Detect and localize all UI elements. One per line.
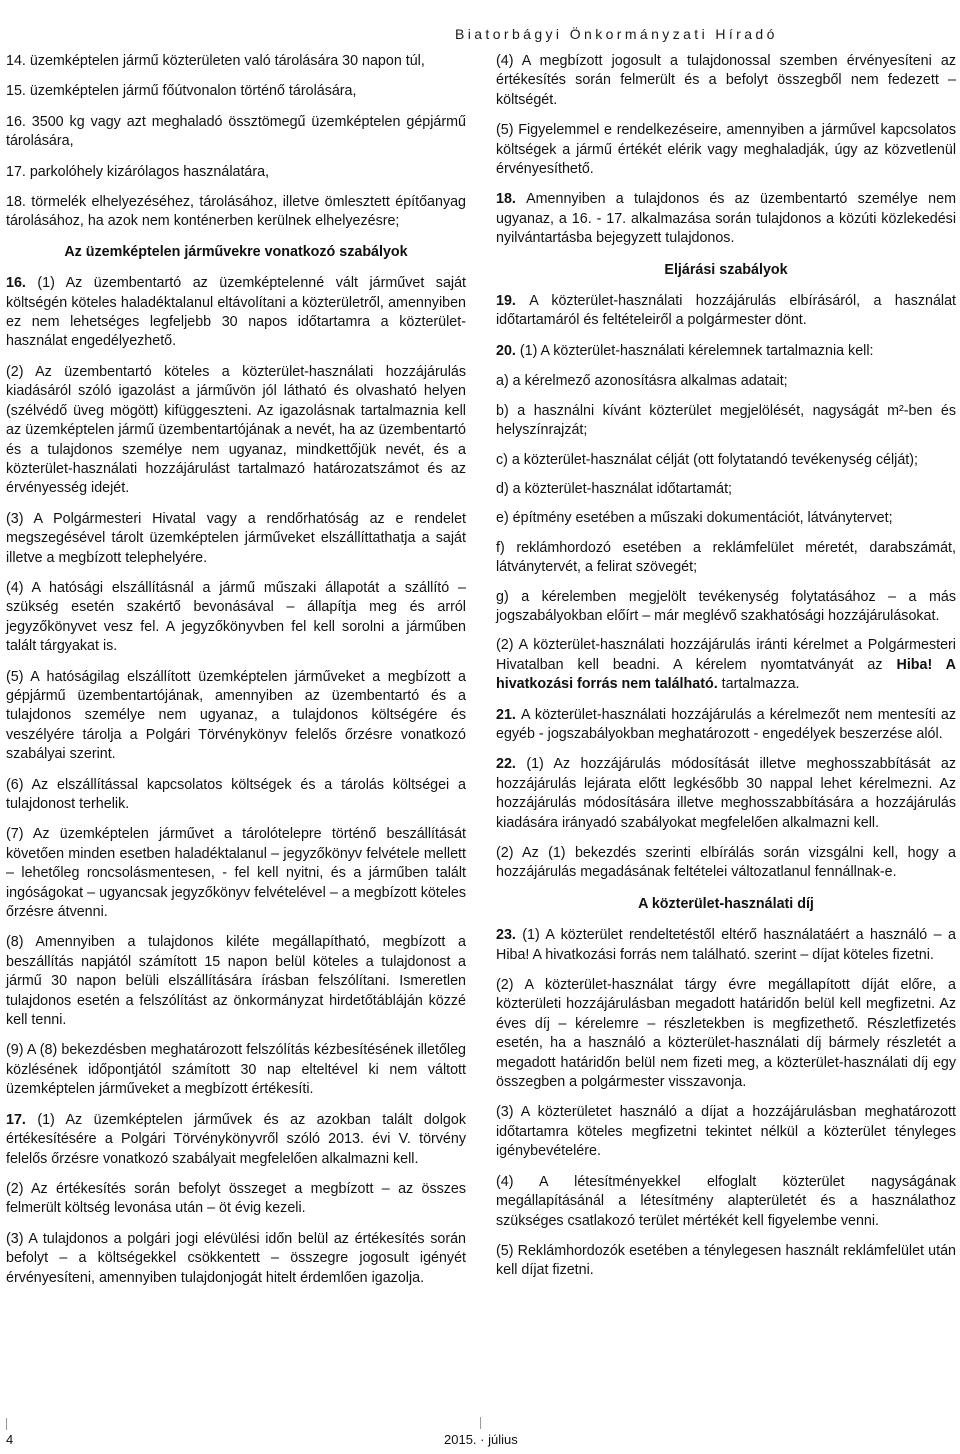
list-item: 18. törmelék elhelyezéséhez, tárolásához, illetve ömlesztett építőanyag tárolásához, ha azok nem konténerben kerülnek elhelyezésre; bbox=[6, 194, 466, 230]
corner-mark bbox=[6, 1418, 15, 1430]
right-column bbox=[496, 52, 956, 1292]
page-footer bbox=[0, 1432, 960, 1454]
paragraph-16-5: (5) A hatóságilag elszállított üzemképtelen járműveket a megbízott a gépjármű üzembentartójának, amennyiben az üzembentartó és a tulajdonos személye nem ugyanaz, a tulajdonos költségére és veszélyére tárolja a Polgári Törvénykönyv felelős őrzésre vonatkozó szabályai szerint. bbox=[6, 668, 466, 763]
paragraph-23-5: (5) Reklámhordozók esetében a ténylegesen használt reklámfelület után kell díjat fizetni. bbox=[496, 1242, 956, 1279]
list-item: 15. üzemképtelen jármű főútvonalon történő tárolására, bbox=[6, 83, 357, 100]
paragraph-19: 19. A közterület-használati hozzájárulás elbírásáról, a használat időtartamáról és feltételeiről a polgármester dönt. bbox=[496, 293, 956, 329]
section-number: 20. bbox=[496, 342, 520, 359]
section-number: 17. bbox=[6, 1111, 38, 1128]
paragraph-20-2: (2) A közterület-használati hozzájárulás iránti kérelmet a Polgármesteri Hivatalban kell beadni. A kérelem nyomtatványát az Hiba! A hivatkozási forrás nem található. tartalmazza. bbox=[496, 637, 956, 693]
paragraph-18: 18. Amennyiben a tulajdonos és az üzembentartó személye nem ugyanaz, a 16. - 17. alkalmazása során tulajdonos a közúti közlekedési nyilvántartásba bejegyzett tulajdonos. bbox=[496, 191, 956, 247]
paragraph-23-2: (2) A közterület-használat tárgy évre megállapított díját előre, a közterületi hozzájárulásban megadott határidőn belül kell megfizetni. Az éves díj – kérelemre – részletekben is megfizethető. Részletfizetés esetén, ha a használó a közterület-használati díj bármely részletét a megadott határidőn belül nem fizeti meg, a közterület-használati díj egy összegben a polgármester visszavonja. bbox=[496, 977, 956, 1091]
publication-title: Biatorbágyi Önkormányzati Híradó bbox=[455, 26, 778, 42]
section-number: 21. bbox=[496, 706, 522, 723]
section-number: 19. bbox=[496, 293, 530, 310]
paragraph-16-8: (8) Amennyiben a tulajdonos kiléte megállapítható, megbízott a beszállítás napjától számított 15 napon belül köteles a tulajdonost a jármű 30 napon belüli elszállítására írásban felszólítani. Ismeretlen tulajdonos esetén a felszólítást az önkormányzat hirdetőtábláján közzé kell tenni. bbox=[6, 934, 466, 1029]
paragraph-23-4: (4) A létesítményekkel elfoglalt közterület nagyságának megállapításánál a létesítmény alapterületét és a használathoz szükséges csatlakozó terület mértékét kell figyelembe venni. bbox=[496, 1173, 956, 1229]
paragraph-17-2: (2) Az értékesítés során befolyt összeget a megbízott – az összes felmerült költség levonása után – öt évig kezeli. bbox=[6, 1180, 466, 1217]
gutter-mark bbox=[480, 1417, 481, 1429]
paragraph-16-9: (9) A (8) bekezdésben meghatározott felszólítás kézbesítésének illetőleg közlésének időpontjától számított 30 nap elteltével ki nem váltott üzemképtelen járműveket a megbízott értékesíti. bbox=[6, 1042, 466, 1098]
list-item: e) építmény esetében a műszaki dokumentációt, látványtervet; bbox=[496, 510, 893, 527]
list-item: a) a kérelmező azonosításra alkalmas adatait; bbox=[496, 373, 788, 390]
paragraph-23-1: 23. (1) A közterület rendeltetéstől eltérő használatáért a használó – a Hiba! A hivatkozási forrás nem található. szerint – díjat köteles fizetni. bbox=[496, 927, 956, 963]
paragraph-23-3: (3) A közterületet használó a díjat a hozzájárulásban meghatározott időtartamra köteles megfizetni tekintet nélkül a közterület tényleges igénybevételére. bbox=[496, 1104, 956, 1160]
paragraph-17-3: (3) A tulajdonos a polgári jogi elévülési időn belül az értékesítés során befolyt – a költségekkel csökkentett – összegre jogosult igényét érvényesíteni, amennyiben tulajdonjogát hitelt érdemlően igazolja. bbox=[6, 1230, 466, 1286]
paragraph-16-2: (2) Az üzembentartó köteles a közterület-használati hozzájárulás kiadásáról szóló igazolást a járművön jól látható és olvasható helyen (szélvédő üveg mögött) kifüggeszteni. Az igazolásnak tartalmaznia kell az üzemképtelen jármű üzembentartójának a nevét, ha az üzembentartó és a tulajdonos személye nem ugyanaz, mindkettőjük nevét, és a közterület-használati hozzájárulást tartalmazó határozatszámot és az érvényesség idejét. bbox=[6, 363, 466, 497]
paragraph-17-1: 17. (1) Az üzemképtelen járművek és az azokban talált dolgok értékesítésére a Polgári Törvénykönyvről szóló 2013. évi V. törvény felelős őrzésre vonatkozó szabályait megfelelően alkalmazni kell. bbox=[6, 1111, 466, 1167]
list-item: g) a kérelemben megjelölt tevékenység folytatásához – a más jogszabályokban előírt – már meglévő szakhatósági hozzájárulásokat. bbox=[496, 588, 956, 624]
paragraph-16-4: (4) A hatósági elszállításnál a jármű műszaki állapotát a szállító – szükség esetén szakértő bevonásával – állapítja meg és arról jegyzőkönyvet vesz fel. A jegyzőkönyvben fel kell sorolni a járműben talált tárgyakat is. bbox=[6, 579, 466, 655]
issue-date: 2015. · július bbox=[444, 1432, 518, 1447]
paragraph-22-1: 22. (1) Az hozzájárulás módosítását illetve meghosszabbítását az hozzájárulás lejárata előtt legkésőbb 30 nappal lehet kérelmezni. Az hozzájárulás módosítására illetve meghosszabbítására a hozzájárulás kiadására irányadó szabályokat megfelelően alkalmazni kell. bbox=[496, 756, 956, 831]
paragraph-22-2: (2) Az (1) bekezdés szerinti elbírálás során vizsgálni kell, hogy a hozzájárulás megadásának feltételei változatlanul fennállnak-e. bbox=[496, 845, 956, 881]
page-number: 4 bbox=[6, 1432, 14, 1447]
paragraph-16-1: 16. (1) Az üzembentartó az üzemképtelenné vált járművet saját költségén köteles haladéktalanul eltávolítani a közterületről, amennyiben ez nem lehetséges legfeljebb 30 napos időtartamra a közterület-használat engedélyezhető. bbox=[6, 275, 466, 350]
paragraph-17-5: (5) Figyelemmel e rendelkezéseire, amennyiben a járművel kapcsolatos költségek a jármű értékét elérik vagy meghaladják, úgy az közvetlenül érvényesíthető. bbox=[496, 122, 956, 178]
paragraph-16-3: (3) A Polgármesteri Hivatal vagy a rendőrhatóság az e rendelet megszegésével tárolt üzemképtelen járműveket elszállíttathatja a saját illetve a megbízott telephelyére. bbox=[6, 510, 466, 566]
list-item: 17. parkolóhely kizárólagos használatára, bbox=[6, 163, 270, 180]
section-heading: Eljárási szabályok bbox=[664, 261, 788, 278]
paragraph-17-4: (4) A megbízott jogosult a tulajdonossal szemben érvényesíteni az értékesítés során felmerült és a befolyt összegből nem fedezett – költségét. bbox=[496, 53, 956, 108]
list-item: d) a közterület-használat időtartamát; bbox=[496, 480, 733, 497]
reference-error: Hiba! A hivatkozási forrás nem található. bbox=[496, 656, 956, 693]
paragraph-20-1: 20. (1) A közterület-használati kérelemnek tartalmaznia kell: bbox=[496, 342, 874, 359]
paragraph-21: 21. A közterület-használati hozzájárulás a kérelmezőt nem mentesíti az egyéb - jogszabályokban meghatározott - engedélyek beszerzése alól. bbox=[496, 706, 956, 742]
section-heading: Az üzemképtelen járművekre vonatkozó szabályok bbox=[64, 243, 408, 260]
section-number: 22. bbox=[496, 756, 527, 773]
list-item: 16. 3500 kg vagy azt meghaladó össztömegű üzemképtelen gépjármű tárolására, bbox=[6, 113, 466, 150]
section-number: 18. bbox=[496, 191, 527, 208]
paragraph-16-6: (6) Az elszállítással kapcsolatos költségek és a tárolás költségei a tulajdonost terhelik. bbox=[6, 776, 466, 812]
page-header bbox=[0, 0, 960, 48]
list-item: b) a használni kívánt közterület megjelölését, nagyságát m²-ben és helyszínrajzát; bbox=[496, 402, 956, 439]
left-column bbox=[6, 52, 466, 1299]
section-number: 16. bbox=[6, 275, 38, 292]
section-number: 23. bbox=[496, 927, 523, 944]
list-item: c) a közterület-használat célját (ott folytatandó tevékenység célját); bbox=[496, 451, 918, 468]
list-item: 14. üzemképtelen jármű közterületen való tárolására 30 napon túl, bbox=[6, 53, 425, 69]
section-heading: A közterület-használati díj bbox=[638, 895, 814, 912]
list-item: f) reklámhordozó esetében a reklámfelület méretét, darabszámát, látványtervét, a felirat szövegét; bbox=[496, 539, 956, 576]
paragraph-16-7: (7) Az üzemképtelen járművet a tárolótelepre történő beszállítását követően minden esetben haladéktalanul – jegyzőkönyv felvétele mellett – lehetőleg roncsolásmentesen, - fel kell nyitni, és a járműben talált ingóságokat – ugyancsak jegyzőkönyv felvételével – a megbízott köteles őrzésre átvenni. bbox=[6, 826, 466, 921]
